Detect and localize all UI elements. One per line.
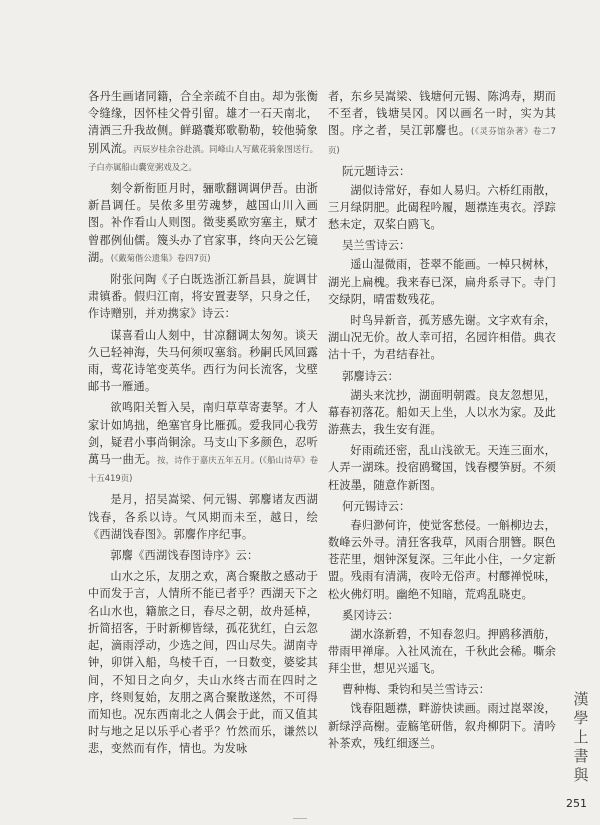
poem-heading: 曹种梅、秉钧和吴兰雪诗云： bbox=[342, 682, 491, 697]
poem-heading: 吴兰雪诗云： bbox=[342, 238, 411, 253]
poem-paragraph: 春归渺何许，使觉客愁侵。一斛柳边去，数峰云外寻。清狂客我草，风雨合朋簪。瞑色苍茫里，烟钟深复深。三年此小住，一夕定新盟。残雨有清满，夜呤无俗声。村醪禅悦味，松火佛灯明。幽绝不知暗，荒鸡乱晓吏。 bbox=[328, 518, 556, 601]
poem-note: 丙辰岁桂余谷赴滇。同峰山人写戴花骑象图送行。子白亦属船山囊宽粥戏及之。 bbox=[88, 143, 318, 172]
page-number: 251 bbox=[566, 797, 587, 810]
poem-paragraph: 各丹生画诸同籍，合全亲疏不自由。却为张衡令缝缘，因怀桂父骨引留。雄才一石天南北，清酒三升我故侧。鲜璐囊郑歌勒勒，较他骑象别风流。丙辰岁桂余谷赴滇。同峰山人写戴花骑象图送行。子白亦属船山囊宽粥戏及之。 bbox=[88, 90, 318, 172]
left-column bbox=[88, 88, 318, 762]
preface-heading: 郭麐《西湖饯春图诗序》云： bbox=[110, 549, 259, 563]
calligraphy-column-mark: 漢 學 上 書 與 bbox=[573, 690, 589, 784]
source-citation: (《船山诗草》卷十五419页) bbox=[88, 455, 319, 484]
poem-paragraph: 欲鸣阳关暂入吴，南归草草寄妻孥。才人家计如鸠拙，绝塞官身比雁孤。爱我同心我劳剑，疑君小事尚铜涂。马支山下多颜色，忍听萬马一曲无。按，诗作于嘉庆五年五月。(《船山诗草》卷十五419页) bbox=[88, 401, 319, 484]
poem-paragraph: 谋喜看山人刻中，甘凉翻调太匆匆。谈天久已轻神海，失马何须叹塞翁。秒嗣氏风回露雨，莺花诗笔变英华。西行为问长流客，戈壁邮书一雁通。 bbox=[88, 328, 318, 394]
poem-paragraph: 遥山湿微雨，苍翠不能画。一棹只树林，湖光上扁槐。我来春已深，扁舟系寻下。寺门交绿阴，晴雷数残花。 bbox=[328, 258, 556, 306]
preface-text-continued: 者，东乡吴嵩梁、钱塘何元锡、陈鸿寿，期而不至者，钱塘吴冈。冈以画名一时，实为其图。序之者，吴江郭麐也。(《灵芬馆杂著》卷二7页) bbox=[328, 90, 556, 155]
poem-heading: 奚冈诗云： bbox=[342, 607, 399, 622]
poem-paragraph: 刻令新衔匝月时，骊歌翻调调伊吾。由浙新昌调任。吴侬多里劳魂梦，越国山川入画图。补作看山人则图。徵斐奚欧穷塞主，赋才曾郡例仙儒。篾头办了官家事，终向天公乞镜湖。(《戴菊偕公遗集》卷四7页) bbox=[88, 182, 318, 264]
preface-text: 山水之乐，友朋之欢，离合聚散之感动于中而发于言，人情所不能已者乎？西湖天下之名山水也，籍旅之日，春尽之朝，故舟延棹，折简招客，于时新柳皆绿，孤花犹红，白云忽起，滴雨浮动，少选之间，四山尽失。湖南寺钟，卯饼入船，鸟棱千百，一日数变，婆娑其间，不知日之向夕，夫山水终古而在四时之序，终则复始，友朋之离合聚散遂然，不可得而知也。况东西南北之人偶会于此，而又值其时与地之足以乐乎心者乎？竹然而乐，谦然以悲，变然而有作，情也。为发咏 bbox=[88, 570, 318, 756]
right-column bbox=[328, 88, 556, 756]
poem-paragraph: 好雨疏还密，乱山浅欲无。天连三面水，人弄一湖珠。投宿鸥鹭国，饯春樱笋厨。不须枉波墨，随意作新图。 bbox=[328, 444, 556, 492]
poem-paragraph: 时鸟异新音，孤芳感先谢。文字欢有余，湖山况无价。故人幸可招，名园许相借。典衣沽十千，为君结春社。 bbox=[328, 314, 556, 362]
narrative-paragraph: 是月，招吴嵩梁、何元锡、郭麐诸友西湖饯春，各系以诗。气风期而未至，越日，绘《西湖饯春图》。郭麐作序纪事。 bbox=[88, 493, 318, 541]
poem-paragraph: 饯春阻题襟，畔游快读画。雨过崑翠浚，新绿浮高榭。壶觞笔研偕，叙舟柳阴下。清吟补茶欢，残红细逐兰。 bbox=[328, 702, 556, 750]
poem-note: 按，诗作于嘉庆五年五月。 bbox=[157, 455, 260, 466]
bottom-divider bbox=[293, 818, 307, 822]
poem-paragraph: 湖头来沈抄，湖面明朝霞。良友忽想见，幕春初落花。船如天上坐，人以水为家。及此游燕去，我生安有涯。 bbox=[328, 388, 556, 437]
poem-heading: 郭麐诗云： bbox=[342, 368, 399, 383]
source-citation: (《戴菊偕公遗集》卷四7页) bbox=[110, 252, 211, 263]
poem-heading: 阮元题诗云： bbox=[342, 163, 411, 178]
source-citation: (《灵芬馆杂著》卷二7页) bbox=[328, 126, 556, 155]
attached-poem-intro: 附张问陶《子白既选浙江新昌县，旋调甘肃镇番。假归江南，将安置妻孥，只身之任，作诗赠别，并劝携家》诗云： bbox=[88, 273, 318, 321]
poem-paragraph: 湖水涤新碧，不知春忽归。押鸥移酒舫，带雨甲禅扉。入社风流在，千秋此会稀。嘶余拜尘世，想见兴遥飞。 bbox=[328, 627, 556, 676]
poem-heading: 何元锡诗云： bbox=[342, 498, 411, 513]
poem-paragraph: 湖似诗常好，春如人易归。六桥红雨散，三月绿阴肥。此碣程吟履，题襟连夷衣。浮踪愁未定，双桨白鸥飞。 bbox=[328, 183, 556, 232]
